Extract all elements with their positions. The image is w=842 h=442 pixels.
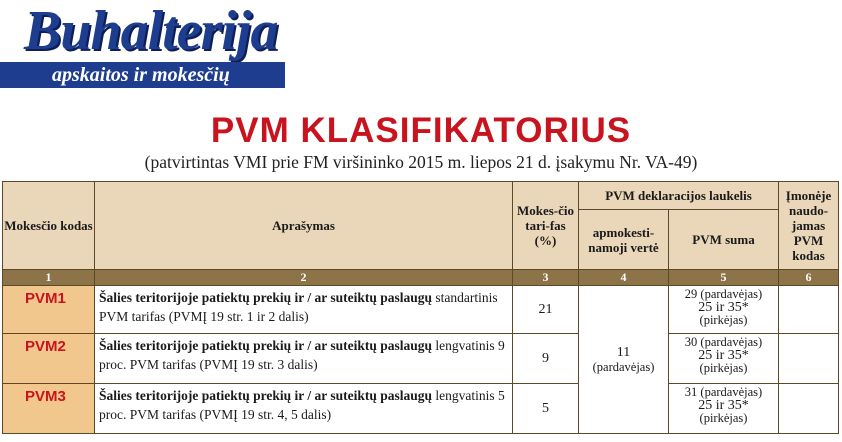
row-description <box>95 286 513 334</box>
column-number: 2 <box>95 270 513 286</box>
column-number: 4 <box>579 270 669 286</box>
description-normal: standartinis PVM tarifas (PVMĮ 19 str. 1 ir 2 dalis) <box>99 290 498 324</box>
vat-classifier-table <box>2 181 839 434</box>
vat-amount-buyer-note: (pirkėjas) <box>699 313 748 327</box>
column-number: 5 <box>669 270 779 286</box>
page-title: PVM KLASIFIKATORIUS <box>210 111 632 150</box>
description-bold: Šalies teritorijoje patiektų prekių ir / ar suteiktų paslaugų <box>99 290 433 305</box>
vat-amount-buyer: 25 ir 35* <box>698 398 749 413</box>
header-declaration-group: PVM deklaracijos laukelis <box>579 182 779 210</box>
description-bold: Šalies teritorijoje patiektų prekių ir / ar suteiktų paslaugų <box>99 388 433 403</box>
vat-amount-seller: 29 (pardavėjas) <box>684 287 763 301</box>
vat-amount-buyer-note: (pirkėjas) <box>699 411 748 425</box>
header-description: Aprašymas <box>95 182 513 270</box>
vat-rate: 21 <box>513 286 579 334</box>
vat-code: PVM1 <box>3 286 95 334</box>
row-description <box>95 384 513 434</box>
header-company-use: Įmonėje naudo-jamas PVM kodas <box>779 182 839 270</box>
header-rate: Mokes-čio tari-fas (%) <box>513 182 579 270</box>
column-number: 6 <box>779 270 839 286</box>
table-row <box>3 334 839 384</box>
vat-amount-cell <box>669 384 779 434</box>
header-code: Mokesčio kodas <box>3 182 95 270</box>
vat-code: PVM2 <box>3 334 95 384</box>
column-number-row <box>3 270 839 286</box>
vat-code: PVM3 <box>3 384 95 434</box>
logo-subtitle: apskaitos ir mokesčių apžvalga <box>52 64 230 110</box>
page-subtitle: (patvirtintas VMI prie FM viršininko 2015 m. liepos 21 d. įsakymu Nr. VA-49) <box>144 152 698 172</box>
taxable-value: 11 <box>616 344 631 360</box>
vat-rate: 9 <box>513 334 579 384</box>
description-normal: lengvatinis 5 proc. PVM tarifas (PVMĮ 19 str. 4, 5 dalis) <box>99 388 505 422</box>
company-code-cell[interactable] <box>779 334 839 384</box>
vat-amount-buyer-note: (pirkėjas) <box>699 361 748 375</box>
vat-amount-cell <box>669 334 779 384</box>
company-code-cell[interactable] <box>779 384 839 434</box>
taxable-value-note: (pardavėjas) <box>592 359 655 374</box>
company-code-cell[interactable] <box>779 286 839 334</box>
vat-amount-seller: 30 (pardavėjas) <box>684 335 763 349</box>
vat-amount-cell <box>669 286 779 334</box>
table-row <box>3 286 839 334</box>
logo-title: Buhalterija <box>24 0 278 62</box>
column-number: 3 <box>513 270 579 286</box>
description-normal: lengvatinis 9 proc. PVM tarifas (PVMĮ 19 str. 3 dalis) <box>99 338 505 372</box>
table-row <box>3 384 839 434</box>
taxable-value-cell <box>579 286 669 434</box>
column-number: 1 <box>3 270 95 286</box>
header-taxable-value: apmokesti-namoji vertė <box>579 210 669 270</box>
logo <box>0 0 285 110</box>
vat-amount-buyer: 25 ir 35* <box>698 348 749 363</box>
vat-rate: 5 <box>513 384 579 434</box>
vat-amount-buyer: 25 ir 35* <box>698 300 749 315</box>
vat-amount-seller: 31 (pardavėjas) <box>684 385 763 399</box>
description-bold: Šalies teritorijoje patiektų prekių ir / ar suteiktų paslaugų <box>99 338 433 353</box>
header-vat-amount: PVM suma <box>669 210 779 270</box>
row-description <box>95 334 513 384</box>
